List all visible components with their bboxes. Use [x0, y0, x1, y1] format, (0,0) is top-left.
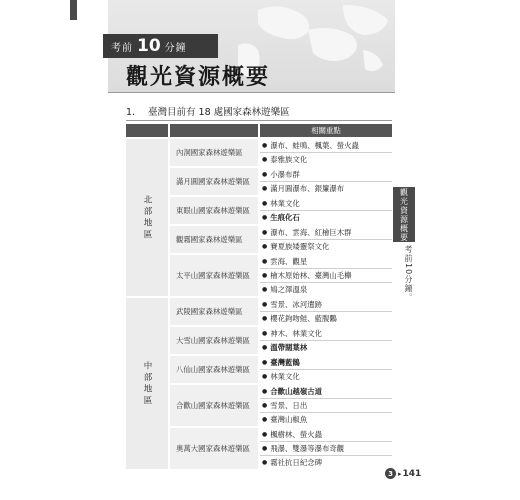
feature-list-cell — [260, 197, 392, 224]
feature-item — [260, 240, 392, 253]
section-number: 1. — [126, 107, 136, 118]
feature-text: 神木、林業文化 — [270, 329, 322, 338]
feature-item — [260, 312, 392, 325]
feature-item — [260, 370, 392, 383]
feature-text: 楓樹林、螢火蟲 — [270, 430, 322, 439]
feature-text: 檜木原始林、臺灣山毛櫸 — [270, 271, 352, 280]
page-number — [385, 468, 421, 479]
feature-item — [260, 255, 392, 269]
feature-text: 溫帶闊葉林 — [270, 343, 308, 352]
table-header-region — [126, 124, 168, 137]
bullet-icon: ● — [262, 272, 268, 279]
feature-item — [260, 442, 392, 456]
badge-number: 10 — [137, 36, 161, 56]
bullet-icon: ● — [262, 388, 268, 395]
bullet-icon: ● — [262, 431, 268, 438]
feature-text: 林業文化 — [270, 199, 300, 208]
area-name-cell: 合歡山國家森林遊樂區 — [170, 385, 258, 426]
feature-list-cell — [260, 385, 392, 426]
bullet-icon: ● — [262, 243, 268, 250]
bullet-icon: ● — [262, 416, 268, 423]
bullet-icon: ● — [262, 258, 268, 265]
bullet-icon: ● — [262, 200, 268, 207]
bullet-icon: ● — [262, 156, 268, 163]
feature-item — [260, 356, 392, 370]
feature-text: 雪景、日出 — [270, 401, 308, 410]
feature-item — [260, 456, 392, 469]
area-name-cell: 大雪山國家森林遊樂區 — [170, 327, 258, 354]
feature-text: 雲海、觀星 — [270, 257, 308, 266]
page-title: 觀光資源概要 — [126, 65, 271, 90]
feature-item — [260, 341, 392, 354]
bullet-icon: ● — [262, 445, 268, 452]
feature-text: 瀑布、蛙鳴、楓葉、螢火蟲 — [270, 141, 359, 150]
feature-item — [260, 283, 392, 296]
badge-prefix: 考前 — [111, 42, 133, 54]
feature-text: 泰雅族文化 — [270, 155, 308, 164]
feature-list-cell — [260, 226, 392, 253]
feature-item — [260, 327, 392, 341]
area-name-cell: 八仙山國家森林遊樂區 — [170, 356, 258, 383]
chapter-circle: 3 — [385, 468, 396, 479]
feature-text: 臺灣藍鵲 — [270, 358, 300, 367]
bullet-icon: ● — [262, 315, 268, 322]
feature-text: 賽夏族矮靈祭文化 — [270, 242, 330, 251]
area-name-cell: 內洞國家森林遊樂區 — [170, 139, 258, 166]
bullet-icon: ● — [262, 229, 268, 236]
feature-item — [260, 139, 392, 153]
feature-text: 小瀑布群 — [270, 170, 300, 179]
feature-item — [260, 197, 392, 211]
feature-list-cell — [260, 356, 392, 383]
feature-list-cell — [260, 139, 392, 166]
feature-text: 林業文化 — [270, 372, 300, 381]
region-cell: 中部地區 — [126, 298, 168, 469]
bullet-icon: ● — [262, 459, 268, 466]
feature-item — [260, 211, 392, 224]
feature-text: 瀑布、雲海、紅檜巨木群 — [270, 228, 352, 237]
area-name-cell: 滿月圓國家森林遊樂區 — [170, 168, 258, 195]
side-note: 考前10分鐘。 — [404, 245, 413, 303]
feature-item — [260, 182, 392, 195]
region-cell: 北部地區 — [126, 139, 168, 296]
page-number-text: 141 — [402, 468, 422, 479]
feature-item — [260, 428, 392, 442]
feature-list-cell — [260, 327, 392, 354]
feature-list-cell — [260, 255, 392, 296]
feature-text: 鳩之澤溫泉 — [270, 285, 308, 294]
section-text: 臺灣目前有 18 處國家森林遊樂區 — [148, 107, 290, 118]
title-divider — [108, 92, 395, 93]
area-name-cell: 觀霧國家森林遊樂區 — [170, 226, 258, 253]
bullet-icon: ● — [262, 142, 268, 149]
feature-text: 生痕化石 — [270, 213, 300, 222]
feature-text: 滿月圓瀑布、銀簾瀑布 — [270, 184, 345, 193]
feature-list-cell — [260, 298, 392, 325]
chapter-side-tab: 觀光資源概要 — [393, 187, 415, 242]
feature-text: 合歡山越嶺古道 — [270, 387, 322, 396]
bullet-icon: ● — [262, 171, 268, 178]
area-name-cell: 太平山國家森林遊樂區 — [170, 255, 258, 296]
bullet-icon: ● — [262, 301, 268, 308]
bullet-icon: ● — [262, 330, 268, 337]
badge-suffix: 分鐘 — [164, 42, 187, 54]
area-name-cell: 東眼山國家森林遊樂區 — [170, 197, 258, 224]
feature-list-cell — [260, 168, 392, 195]
feature-item — [260, 399, 392, 413]
feature-text: 臺灣山椒魚 — [270, 415, 308, 424]
bullet-icon: ● — [262, 344, 268, 351]
feature-text: 雪景、冰河遺跡 — [270, 300, 322, 309]
section-divider — [126, 120, 392, 121]
bullet-icon: ● — [262, 359, 268, 366]
feature-text: 櫻花鉤吻鮭、藍腹鷴 — [270, 314, 337, 323]
section-heading — [126, 104, 290, 118]
feature-text: 飛瀑、雙瀑等瀑布奇觀 — [270, 444, 345, 453]
area-name-cell: 奧萬大國家森林遊樂區 — [170, 428, 258, 469]
feature-item — [260, 226, 392, 240]
page-edge-tab — [70, 0, 77, 20]
bullet-icon: ● — [262, 214, 268, 221]
feature-item — [260, 385, 392, 399]
area-name-cell: 武陵國家森林遊樂區 — [170, 298, 258, 325]
feature-text: 霧社抗日紀念碑 — [270, 458, 322, 467]
feature-item — [260, 168, 392, 182]
bullet-icon: ● — [262, 185, 268, 192]
feature-item — [260, 153, 392, 166]
feature-item — [260, 298, 392, 312]
arrow-icon: ▸ — [398, 469, 402, 478]
table-header-feature: 相關重點 — [260, 124, 392, 137]
reading-time-badge — [103, 34, 218, 58]
bullet-icon: ● — [262, 373, 268, 380]
table-header-area — [170, 124, 258, 137]
feature-item — [260, 413, 392, 426]
feature-list-cell — [260, 428, 392, 469]
bullet-icon: ● — [262, 286, 268, 293]
feature-item — [260, 269, 392, 283]
forest-recreation-table — [126, 124, 392, 469]
bullet-icon: ● — [262, 402, 268, 409]
